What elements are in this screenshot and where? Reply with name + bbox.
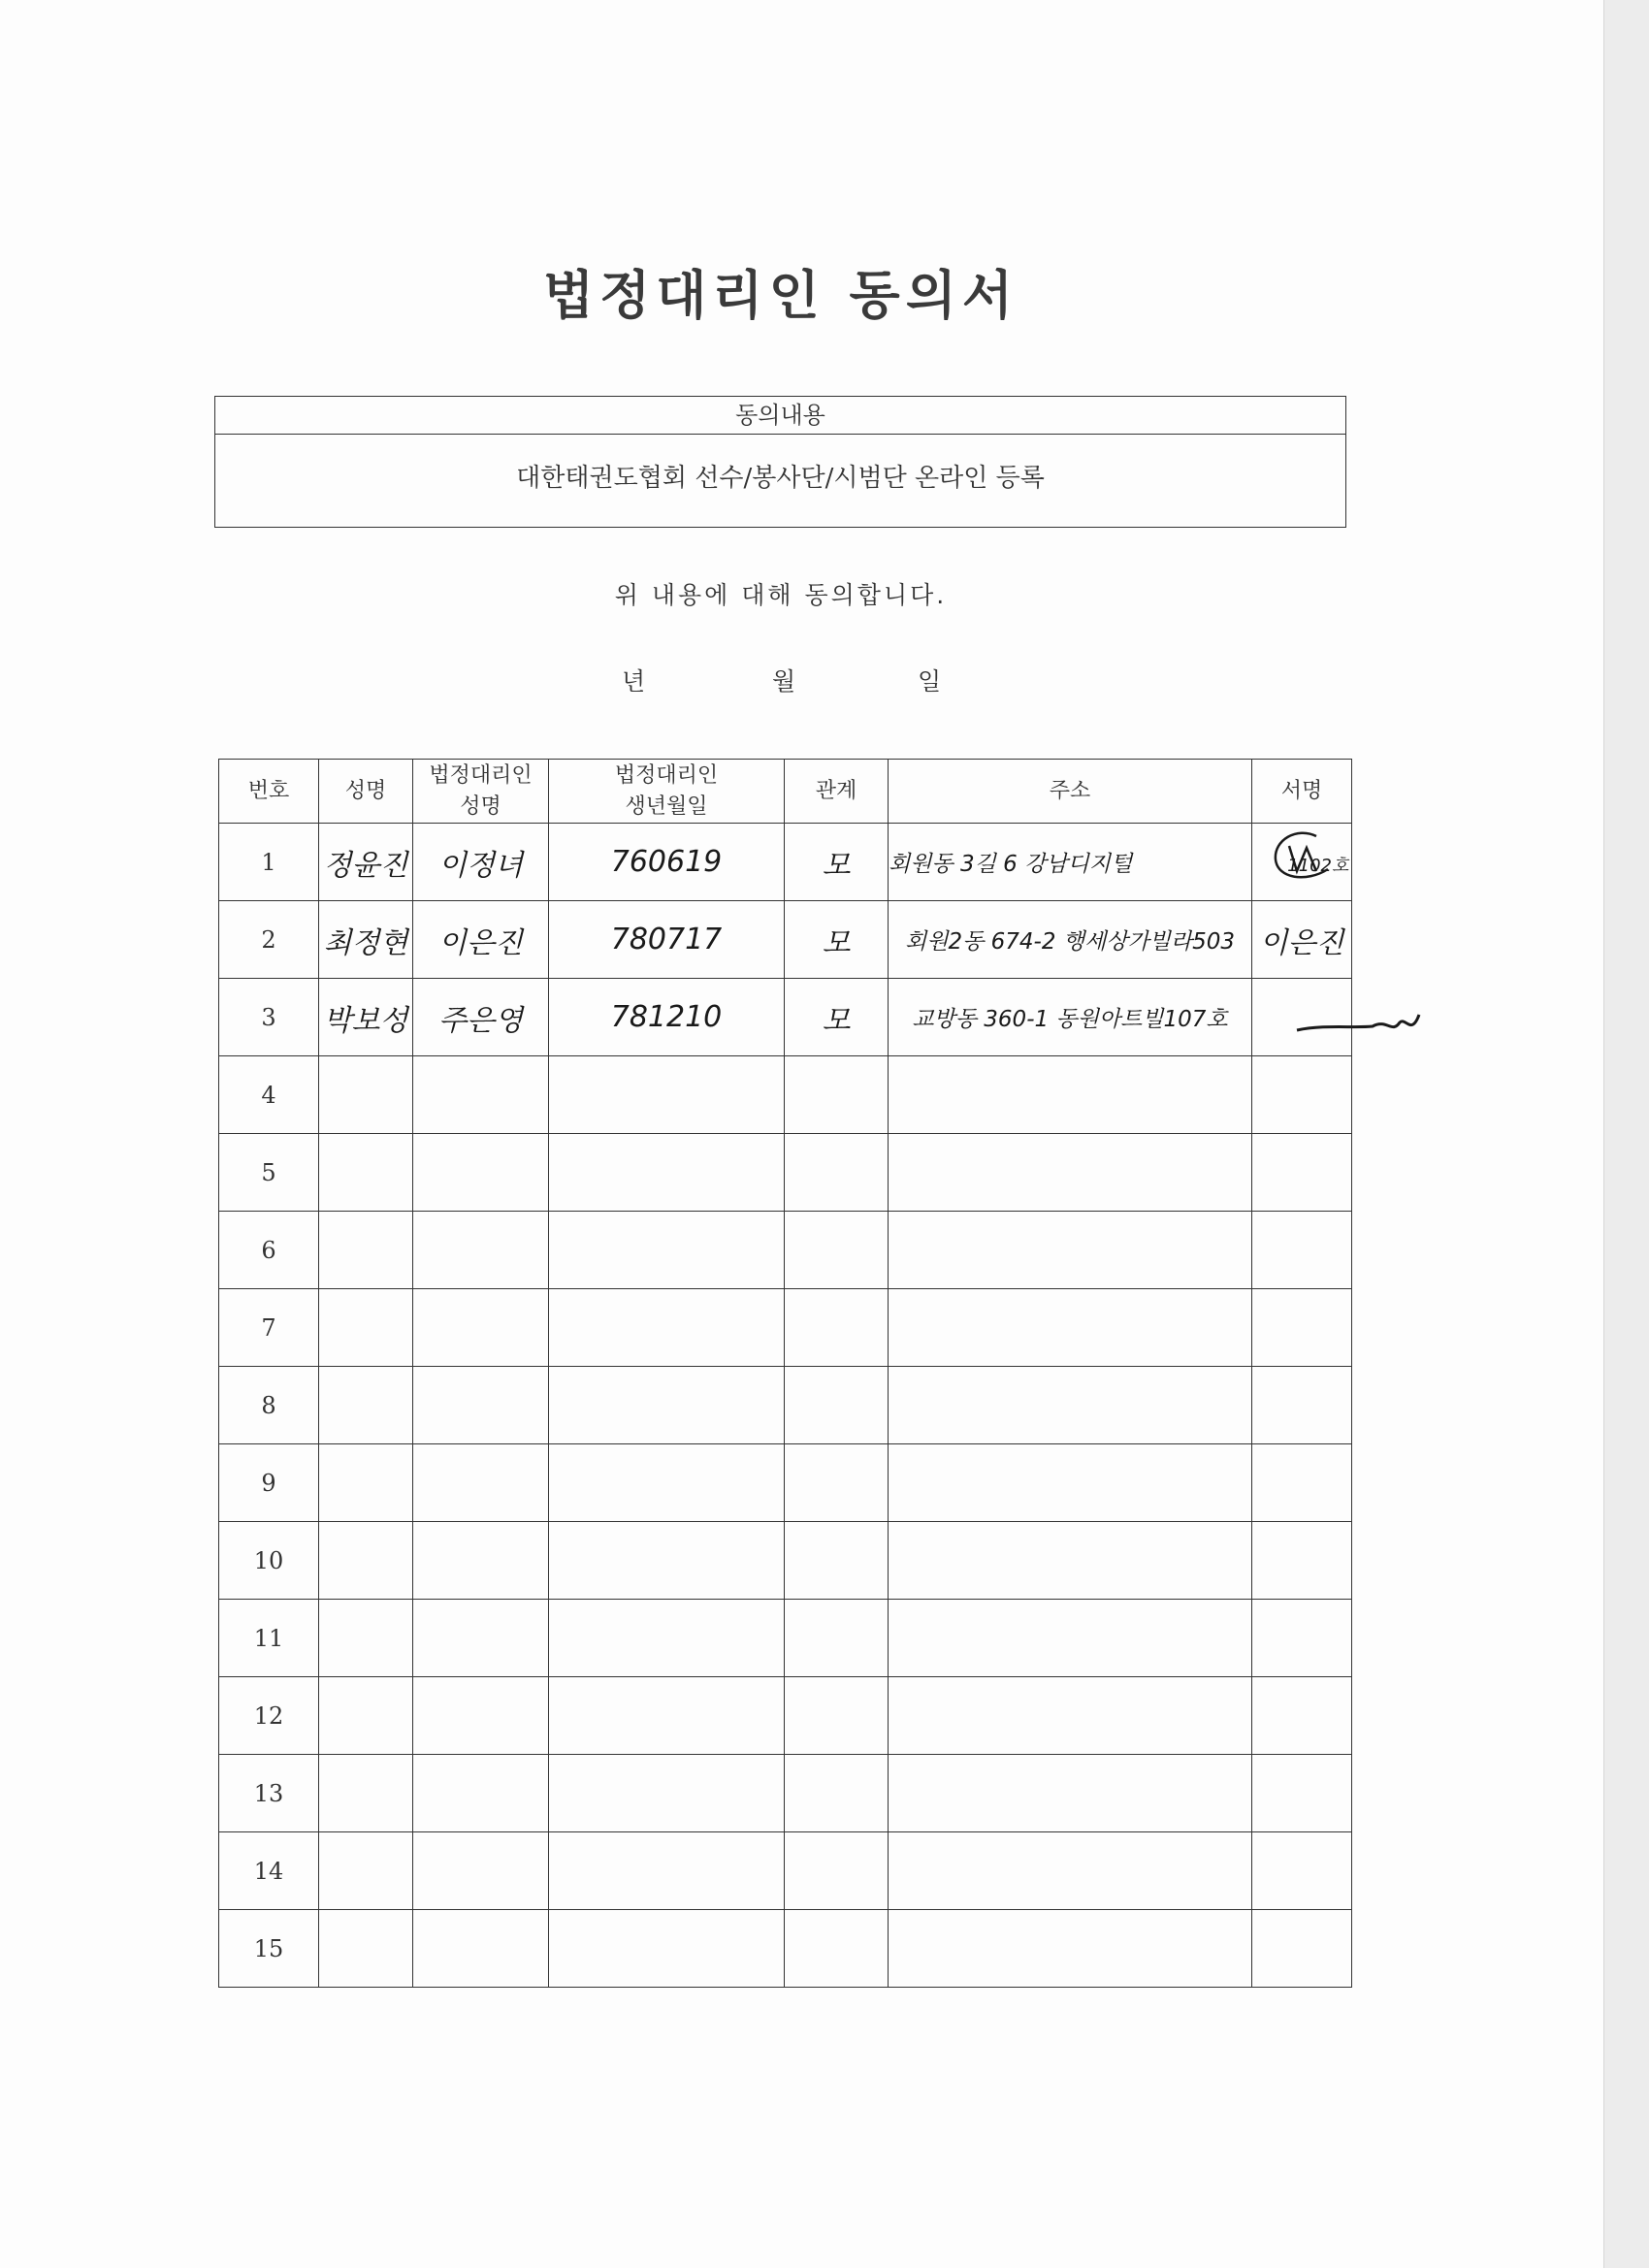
row-relation-cell <box>785 1522 889 1600</box>
row-guardian-birth-cell <box>549 901 785 979</box>
row-number-cell <box>219 1600 319 1677</box>
table-row <box>219 1134 1352 1212</box>
row-number: 11 <box>253 1624 284 1652</box>
row-guardian-birth-cell <box>549 1056 785 1134</box>
consent-header: 동의내용 <box>215 397 1345 435</box>
row-guardian-name-cell <box>413 1134 549 1212</box>
row-name-cell <box>319 1289 413 1367</box>
table-row <box>219 1056 1352 1134</box>
row-number-cell <box>219 1056 319 1134</box>
row-address-cell <box>889 1056 1252 1134</box>
consent-box <box>214 396 1346 528</box>
row-relation-cell <box>785 1134 889 1212</box>
row-number: 15 <box>253 1934 284 1962</box>
row-guardian-birth: 780717 <box>610 923 723 956</box>
row-name-cell <box>319 1134 413 1212</box>
row-signature-cell <box>1252 1677 1352 1755</box>
row-signature-cell <box>1252 1444 1352 1522</box>
row-signature-cell <box>1252 1056 1352 1134</box>
row-relation-cell <box>785 979 889 1056</box>
row-address-cell <box>889 1910 1252 1988</box>
row-guardian-name-cell <box>413 901 549 979</box>
row-guardian-name-cell <box>413 1677 549 1755</box>
row-address-cell <box>889 824 1349 901</box>
row-number: 7 <box>261 1313 276 1342</box>
row-number-cell <box>219 1677 319 1755</box>
row-signature-cell <box>1252 1910 1352 1988</box>
row-number-cell <box>219 1444 319 1522</box>
date-month-label: 월 <box>772 667 796 696</box>
table-row <box>219 1832 1352 1910</box>
row-relation-cell <box>785 1832 889 1910</box>
row-address-cell <box>889 1600 1252 1677</box>
row-number: 3 <box>261 1003 276 1031</box>
row-number-cell <box>219 1289 319 1367</box>
row-number: 8 <box>261 1391 276 1419</box>
row-guardian-name: 이은진 <box>438 925 523 960</box>
row-guardian-birth-cell <box>549 979 785 1056</box>
row-guardian-birth-cell <box>549 1677 785 1755</box>
row-address-cell <box>889 1522 1252 1600</box>
row-signature-cell <box>1252 1212 1352 1289</box>
row-number: 12 <box>253 1701 284 1730</box>
row-guardian-birth-cell <box>549 1832 785 1910</box>
row-address-cell <box>889 901 1252 979</box>
table-row <box>219 1522 1352 1600</box>
row-guardian-name-cell <box>413 979 549 1056</box>
header-guardian-name-line1: 법정대리인 <box>429 762 533 788</box>
row-guardian-name: 주은영 <box>438 1003 523 1038</box>
header-no: 번호 <box>219 760 319 824</box>
row-address-cell <box>889 1832 1252 1910</box>
row-address: 회원동 3길 6 강남디지털 <box>889 852 1133 877</box>
row-guardian-birth: 760619 <box>610 845 723 879</box>
row-name: 정윤진 <box>323 848 408 883</box>
row-address-cell <box>889 1367 1252 1444</box>
row-signature: 이은진 <box>1259 925 1344 960</box>
row-relation-cell <box>785 1677 889 1755</box>
row-relation-cell <box>785 901 889 979</box>
signature-mark-row3 <box>1295 1011 1421 1040</box>
row-relation-cell <box>785 1056 889 1134</box>
row-guardian-birth-cell <box>549 1367 785 1444</box>
date-year-label: 년 <box>622 667 646 696</box>
row-guardian-name-cell <box>413 1910 549 1988</box>
header-guardian-birth <box>549 760 785 824</box>
row-number: 4 <box>261 1081 276 1109</box>
row-number-cell <box>219 901 319 979</box>
row-guardian-birth-cell <box>549 824 785 901</box>
table-row <box>219 1444 1352 1522</box>
table-row <box>219 1755 1352 1832</box>
row-guardian-name-cell <box>413 1755 549 1832</box>
row-number-cell <box>219 1910 319 1988</box>
row-relation-cell <box>785 824 889 901</box>
row-number: 13 <box>253 1779 284 1807</box>
row-number-cell <box>219 1212 319 1289</box>
row-guardian-name-cell <box>413 1367 549 1444</box>
table-header-row <box>219 760 1352 824</box>
row-relation: 모 <box>822 1003 851 1038</box>
row-guardian-birth-cell <box>549 1522 785 1600</box>
row-name-cell <box>319 1522 413 1600</box>
row-relation: 모 <box>822 848 851 883</box>
row-guardian-name-cell <box>413 1522 549 1600</box>
row-guardian-birth-cell <box>549 1444 785 1522</box>
row-relation-cell <box>785 1212 889 1289</box>
row-name-cell <box>319 1056 413 1134</box>
row-relation-cell <box>785 1600 889 1677</box>
row-guardian-birth-cell <box>549 1600 785 1677</box>
row-address-cell <box>889 1677 1252 1755</box>
row-address-cell <box>889 1289 1252 1367</box>
row-address-cell <box>889 1134 1252 1212</box>
row-signature-cell <box>1252 901 1352 979</box>
table-row <box>219 1910 1352 1988</box>
table-row <box>219 901 1352 979</box>
row-name-cell <box>319 1444 413 1522</box>
row-name-cell <box>319 1600 413 1677</box>
row-address-cell <box>889 1444 1252 1522</box>
row-address-cell <box>889 1212 1252 1289</box>
row-relation-cell <box>785 1367 889 1444</box>
row-guardian-name-cell <box>413 1212 549 1289</box>
row-address: 회원2동 674-2 행세상가빌라503 <box>905 929 1235 955</box>
row-name-cell <box>319 1910 413 1988</box>
document-title: 법정대리인 동의서 <box>542 265 1019 326</box>
row-number-cell <box>219 979 319 1056</box>
row-number: 9 <box>261 1469 276 1497</box>
row-guardian-name-cell <box>413 1056 549 1134</box>
row-guardian-birth: 781210 <box>610 1000 723 1034</box>
row-name-cell <box>319 901 413 979</box>
row-number-cell <box>219 1832 319 1910</box>
row-guardian-name-cell <box>413 1832 549 1910</box>
header-signature: 서명 <box>1252 760 1352 824</box>
row-number: 14 <box>253 1857 284 1885</box>
row-name-cell <box>319 1832 413 1910</box>
header-relation: 관계 <box>785 760 889 824</box>
row-relation-cell <box>785 1910 889 1988</box>
row-number-cell <box>219 1522 319 1600</box>
date-day-label: 일 <box>918 667 942 696</box>
row-address: 교방동 360-1 동원아트빌107호 <box>912 1007 1228 1032</box>
registration-table <box>218 759 1352 1988</box>
row-name-cell <box>319 1755 413 1832</box>
row-guardian-birth-cell <box>549 1755 785 1832</box>
row-name-cell <box>319 1212 413 1289</box>
row-signature-cell <box>1252 1134 1352 1212</box>
header-guardian-name-line2: 성명 <box>460 794 501 819</box>
row-guardian-name-cell <box>413 824 549 901</box>
row-number: 6 <box>261 1236 276 1264</box>
row-number-cell <box>219 824 319 901</box>
row-signature-cell <box>1252 1522 1352 1600</box>
row-number-cell <box>219 1755 319 1832</box>
row-number: 5 <box>261 1158 276 1186</box>
row-guardian-name-cell <box>413 1600 549 1677</box>
row-relation-cell <box>785 1289 889 1367</box>
row-signature-cell <box>1252 1832 1352 1910</box>
table-row <box>219 979 1352 1056</box>
header-guardian-birth-line1: 법정대리인 <box>614 762 719 788</box>
row-number-cell <box>219 1367 319 1444</box>
row-guardian-name-cell <box>413 1444 549 1522</box>
signature-mark-row1 <box>1268 826 1338 885</box>
consent-content: 대한태권도협회 선수/봉사단/시범단 온라인 등록 <box>516 464 1045 493</box>
row-signature-cell <box>1252 1600 1352 1677</box>
header-address: 주소 <box>889 760 1252 824</box>
row-address-cell <box>889 1755 1252 1832</box>
row-guardian-birth-cell <box>549 1212 785 1289</box>
row-name: 박보성 <box>323 1003 408 1038</box>
scan-edge <box>1603 0 1649 2268</box>
row-address-cell <box>889 979 1252 1056</box>
row-guardian-name-cell <box>413 1289 549 1367</box>
row-name-cell <box>319 824 413 901</box>
row-guardian-birth-cell <box>549 1910 785 1988</box>
header-guardian-birth-line2: 생년월일 <box>625 794 708 819</box>
row-name-cell <box>319 1677 413 1755</box>
table-row <box>219 1677 1352 1755</box>
row-address-extra: 1102호 <box>1287 856 1349 876</box>
row-relation-cell <box>785 1444 889 1522</box>
row-guardian-birth-cell <box>549 1134 785 1212</box>
table-row <box>219 1289 1352 1367</box>
header-guardian-name <box>413 760 549 824</box>
row-signature-cell <box>1252 1289 1352 1367</box>
table-body <box>219 824 1352 1988</box>
row-relation-cell <box>785 1755 889 1832</box>
row-guardian-birth-cell <box>549 1289 785 1367</box>
table-row <box>219 1600 1352 1677</box>
table-row <box>219 824 1352 901</box>
table-row <box>219 1212 1352 1289</box>
row-guardian-name: 이정녀 <box>438 848 523 883</box>
row-number: 10 <box>253 1546 284 1574</box>
row-relation: 모 <box>822 925 851 960</box>
row-number: 2 <box>261 925 276 954</box>
row-name-cell <box>319 979 413 1056</box>
row-number: 1 <box>261 848 276 876</box>
row-name: 최정현 <box>323 925 408 960</box>
row-number-cell <box>219 1134 319 1212</box>
header-name: 성명 <box>319 760 413 824</box>
table-row <box>219 1367 1352 1444</box>
agree-statement: 위 내용에 대해 동의합니다. <box>614 581 948 609</box>
row-name-cell <box>319 1367 413 1444</box>
row-signature-cell <box>1252 1755 1352 1832</box>
row-signature-cell <box>1252 1367 1352 1444</box>
